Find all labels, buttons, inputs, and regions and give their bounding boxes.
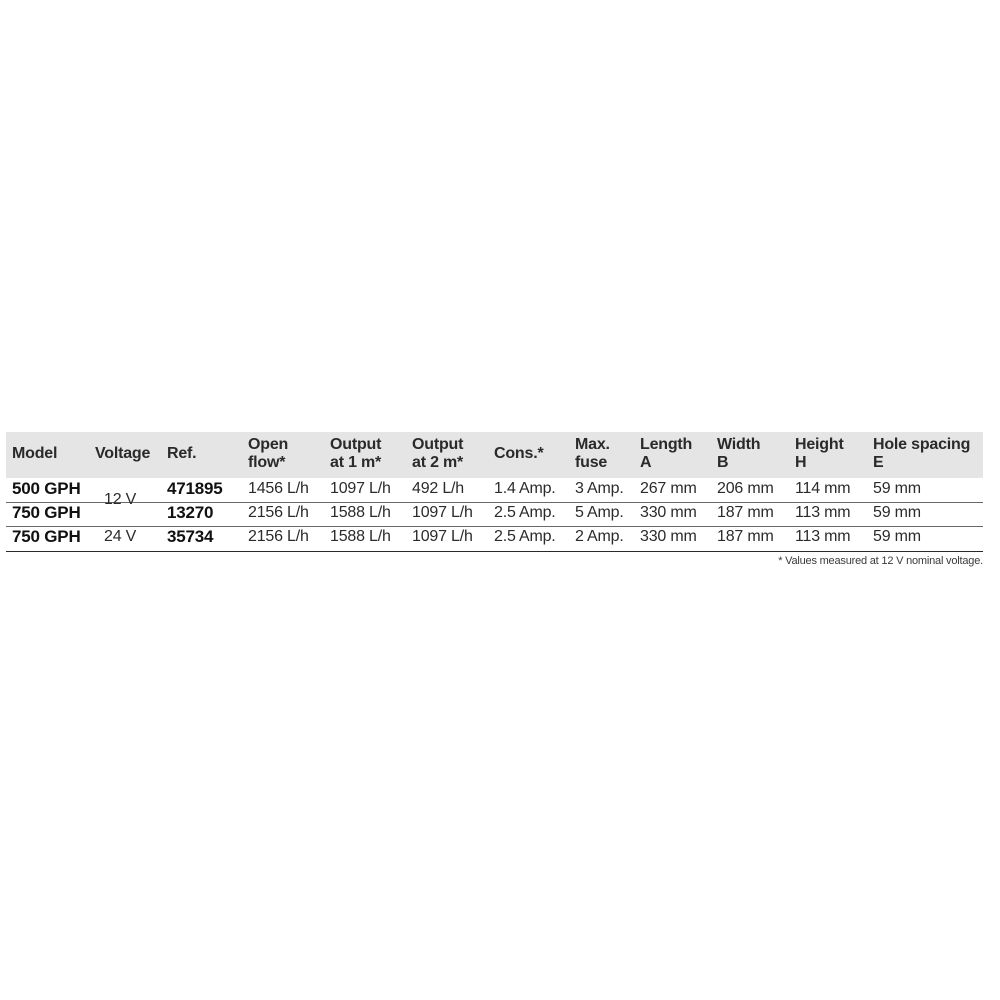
column-header-voltage: [95, 445, 150, 463]
column-header-line: flow*: [248, 454, 286, 471]
column-header-line: H: [795, 454, 807, 471]
footnote: * Values measured at 12 V nominal voltage.: [778, 555, 983, 567]
column-header-line: at 2 m*: [412, 454, 464, 471]
cell-open-flow: 2156 L/h: [248, 504, 309, 521]
cell-height: 114 mm: [795, 480, 851, 497]
cell-output-2m: 492 L/h: [412, 480, 464, 497]
cell-cons: 2.5 Amp.: [494, 528, 556, 545]
row-divider: [6, 526, 983, 527]
cell-width: 187 mm: [717, 528, 774, 545]
cell-output-1m: 1588 L/h: [330, 528, 391, 545]
cell-max-fuse: 3 Amp.: [575, 480, 624, 497]
column-header-line: Voltage: [95, 445, 151, 462]
cell-voltage: 24 V: [104, 528, 137, 545]
column-header-max-fuse: [575, 436, 610, 472]
column-header-line: at 1 m*: [330, 454, 382, 471]
cell-open-flow: 1456 L/h: [248, 480, 309, 497]
cell-hole-spacing: 59 mm: [873, 504, 921, 521]
column-header-cons: [494, 445, 543, 463]
cell-length: 330 mm: [640, 504, 697, 521]
column-header-line: Output: [330, 436, 382, 453]
cell-max-fuse: 2 Amp.: [575, 528, 624, 545]
column-header-line: Max.: [575, 436, 610, 453]
cell-ref: 471895: [167, 479, 223, 498]
cell-cons: 2.5 Amp.: [494, 504, 556, 521]
column-header-line: fuse: [575, 454, 608, 471]
cell-output-1m: 1097 L/h: [330, 480, 391, 497]
cell-open-flow: 2156 L/h: [248, 528, 309, 545]
column-header-line: A: [640, 454, 652, 471]
cell-output-2m: 1097 L/h: [412, 528, 473, 545]
cell-length: 267 mm: [640, 480, 697, 497]
column-header-output-1m: [330, 436, 381, 472]
cell-width: 206 mm: [717, 480, 774, 497]
cell-hole-spacing: 59 mm: [873, 480, 921, 497]
column-header-line: Length: [640, 436, 693, 453]
column-header-line: E: [873, 454, 884, 471]
cell-hole-spacing: 59 mm: [873, 528, 921, 545]
column-header-line: Cons.*: [494, 445, 544, 462]
column-header-line: Hole spacing: [873, 436, 971, 453]
column-header-height: [795, 436, 844, 472]
cell-model: 500 GPH: [12, 479, 81, 498]
column-header-ref: [167, 445, 196, 463]
table-header: [6, 432, 983, 478]
column-header-model: [12, 445, 57, 463]
column-header-line: Model: [12, 445, 58, 462]
column-header-line: Width: [717, 436, 761, 453]
cell-model: 750 GPH: [12, 503, 81, 522]
cell-height: 113 mm: [795, 528, 851, 545]
column-header-line: Ref.: [167, 445, 197, 462]
cell-max-fuse: 5 Amp.: [575, 504, 624, 521]
column-header-open-flow: [248, 436, 288, 472]
column-header-hole-spacing: [873, 436, 970, 472]
cell-voltage: 12 V: [104, 491, 137, 508]
cell-output-1m: 1588 L/h: [330, 504, 391, 521]
cell-ref: 13270: [167, 503, 214, 522]
cell-height: 113 mm: [795, 504, 851, 521]
column-header-line: Height: [795, 436, 844, 453]
column-header-line: Open: [248, 436, 289, 453]
column-header-line: B: [717, 454, 729, 471]
spec-table: [6, 432, 983, 567]
column-header-output-2m: [412, 436, 463, 472]
column-header-line: Output: [412, 436, 464, 453]
cell-output-2m: 1097 L/h: [412, 504, 473, 521]
table-body: [6, 478, 983, 552]
cell-model: 750 GPH: [12, 527, 81, 546]
cell-width: 187 mm: [717, 504, 774, 521]
column-header-width: [717, 436, 760, 472]
cell-length: 330 mm: [640, 528, 697, 545]
row-divider: [6, 502, 983, 503]
cell-ref: 35734: [167, 527, 214, 546]
column-header-length: [640, 436, 692, 472]
cell-cons: 1.4 Amp.: [494, 480, 556, 497]
